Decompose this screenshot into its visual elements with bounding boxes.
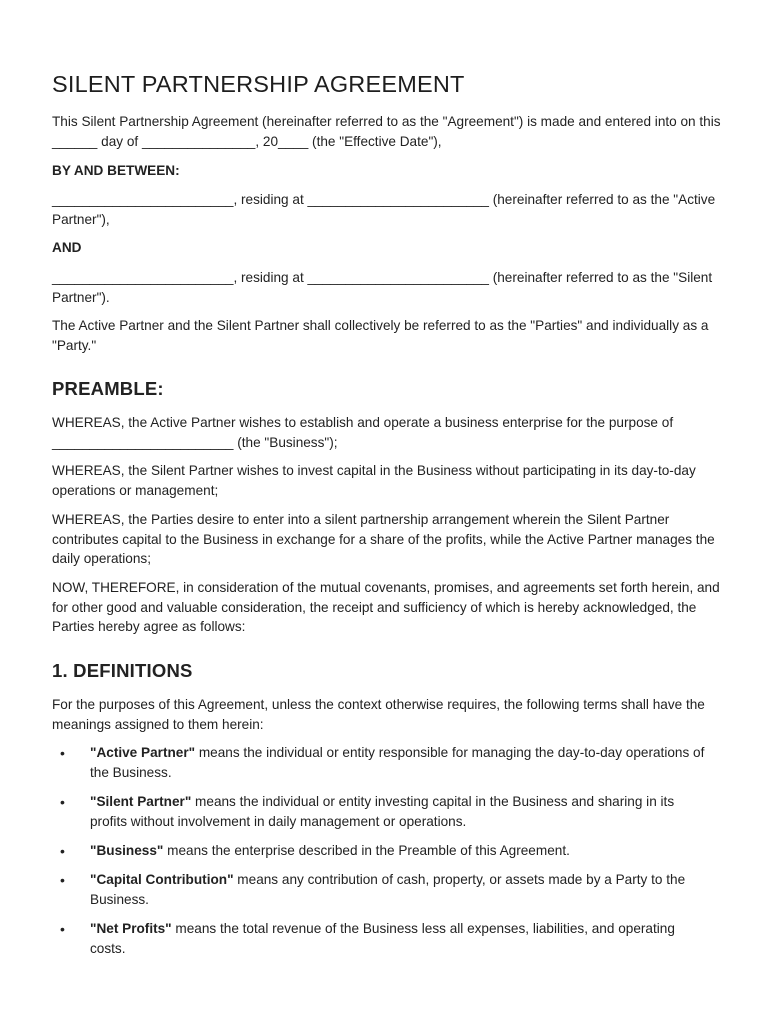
bullet-icon: • (60, 921, 65, 937)
definition-text: means the enterprise described in the Preamble of this Agreement. (163, 843, 570, 858)
definition-text: means the total revenue of the Business less all expenses, liabilities, and operating costs. (90, 921, 675, 956)
definition-term: "Active Partner" (90, 745, 196, 760)
bullet-icon: • (60, 843, 65, 859)
intro-paragraph: This Silent Partnership Agreement (hereinafter referred to as the "Agreement") is made and entered into on this ______ day of _______________, 20____ (the "Effective Date"), (52, 114, 721, 149)
silent-partner-clause: ________________________, residing at ________________________ (hereinafter referred to as the "Silent Partner"). (52, 270, 713, 305)
definition-text: means the individual or entity responsible for managing the day-to-day operations of the Business. (90, 745, 705, 780)
preamble-paragraph-3: WHEREAS, the Parties desire to enter into a silent partnership arrangement wherein the Silent Partner contributes capital to the Business in exchange for a share of the profits, while the Active Partner manages the daily operations; (52, 512, 715, 566)
definitions-intro: For the purposes of this Agreement, unless the context otherwise requires, the following terms shall have the meanings assigned to them herein: (52, 697, 705, 732)
definition-term: "Silent Partner" (90, 794, 192, 809)
definition-term: "Net Profits" (90, 921, 172, 936)
bullet-icon: • (60, 872, 65, 888)
preamble-heading: PREAMBLE: (52, 378, 164, 399)
preamble-paragraph-1: WHEREAS, the Active Partner wishes to establish and operate a business enterprise for the purpose of ________________________ (the "Business"); (52, 415, 674, 450)
and-label: AND (52, 240, 82, 255)
definition-text: means any contribution of cash, property, or assets made by a Party to the Business. (90, 872, 686, 907)
definitions-heading: 1. DEFINITIONS (52, 660, 193, 681)
by-and-between-label: BY AND BETWEEN: (52, 163, 180, 178)
document-title: SILENT PARTNERSHIP AGREEMENT (52, 71, 465, 97)
preamble-paragraph-4: NOW, THEREFORE, in consideration of the mutual covenants, promises, and agreements set forth herein, and for other good and valuable consideration, the receipt and sufficiency of which is hereby acknowledged, the Parties hereby agree as follows: (52, 580, 720, 634)
definition-term: "Capital Contribution" (90, 872, 234, 887)
collective-paragraph: The Active Partner and the Silent Partner shall collectively be referred to as the "Parties" and individually as a "Party." (52, 318, 709, 353)
bullet-icon: • (60, 745, 65, 761)
preamble-paragraph-2: WHEREAS, the Silent Partner wishes to invest capital in the Business without participating in its day-to-day operations or management; (52, 463, 696, 498)
bullet-icon: • (60, 794, 65, 810)
definition-text: means the individual or entity investing capital in the Business and sharing in its profits without involvement in daily management or operations. (90, 794, 675, 829)
active-partner-clause: ________________________, residing at ________________________ (hereinafter referred to as the "Active Partner"), (52, 192, 716, 227)
definition-term: "Business" (90, 843, 164, 858)
